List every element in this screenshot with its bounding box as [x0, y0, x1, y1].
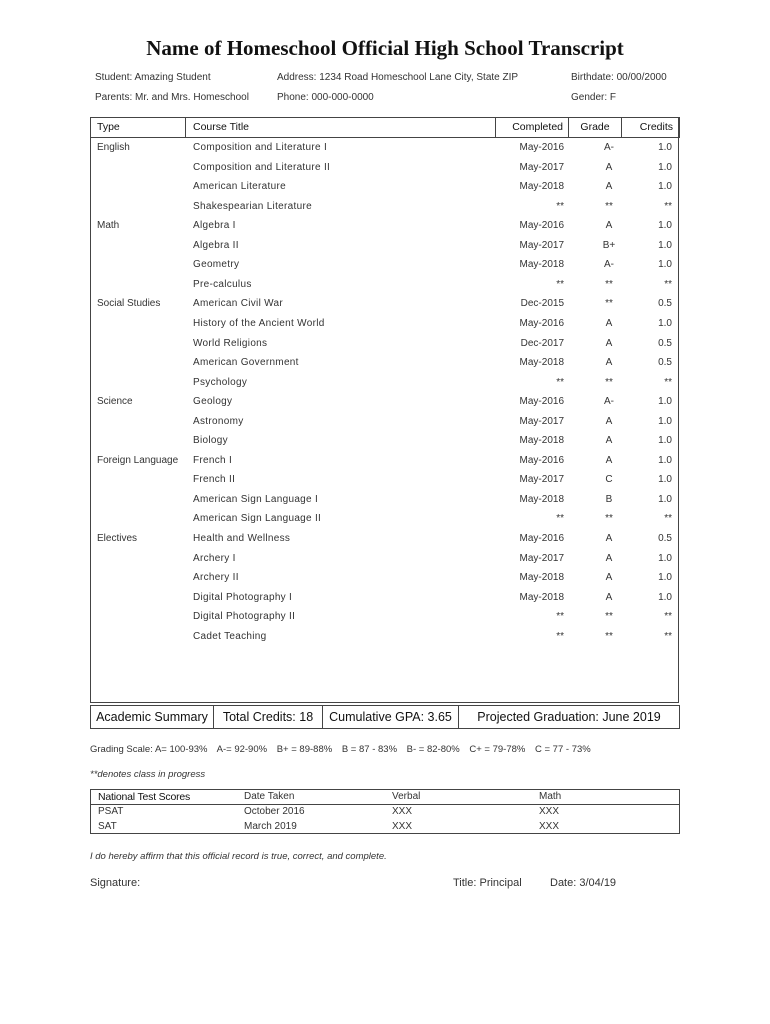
course-credits: **	[664, 376, 672, 388]
course-type: Science	[97, 396, 133, 408]
projected-graduation: Projected Graduation: June 2019	[458, 705, 680, 729]
course-title: Archery I	[193, 552, 236, 564]
course-grade: **	[605, 611, 613, 623]
course-grade: **	[605, 298, 613, 310]
course-type: Foreign Language	[97, 454, 179, 466]
grading-scale	[90, 744, 598, 755]
course-credits: 1.0	[658, 591, 672, 603]
test-header-date: Date Taken	[244, 791, 295, 802]
course-title: Pre-calculus	[193, 278, 252, 290]
course-completed: May-2017	[519, 552, 564, 564]
test-header-verbal: Verbal	[392, 791, 421, 802]
course-completed: May-2018	[519, 181, 564, 193]
total-credits: Total Credits: 18	[213, 705, 323, 729]
course-title: American Sign Language I	[193, 493, 319, 505]
grading-scale-item: A-= 92-90%	[216, 744, 268, 755]
course-grade: A	[605, 337, 613, 349]
course-credits: 1.0	[658, 396, 672, 408]
page-title: Name of Homeschool Official High School Transcript	[146, 36, 624, 60]
course-grade: **	[605, 630, 613, 642]
course-title: Geology	[193, 396, 233, 408]
course-completed: Dec-2017	[520, 337, 564, 349]
course-completed: May-2016	[519, 396, 564, 408]
course-credits: 1.0	[658, 474, 672, 486]
test-row-verbal: XXX	[392, 806, 413, 817]
course-completed: May-2016	[519, 317, 564, 329]
course-title: Health and Wellness	[193, 533, 291, 544]
test-row-name: SAT	[98, 821, 117, 832]
course-grade: B+	[602, 239, 616, 251]
course-title: World Religions	[193, 337, 268, 349]
course-grade: **	[605, 278, 613, 290]
test-row-date: October 2016	[244, 806, 305, 817]
course-title: Algebra I	[193, 220, 236, 232]
course-completed: May-2018	[519, 357, 564, 369]
grading-scale-item: B- = 82-80%	[406, 744, 460, 755]
course-completed: May-2017	[519, 415, 564, 427]
course-completed: **	[556, 513, 564, 525]
course-grade: **	[605, 200, 613, 212]
signer-title: Title: Principal	[453, 877, 522, 889]
course-credits: **	[664, 200, 672, 212]
course-completed: **	[556, 200, 564, 212]
course-grade: A	[605, 435, 613, 447]
test-row-name: PSAT	[98, 806, 124, 817]
course-completed: May-2016	[519, 454, 564, 466]
course-title: American Civil War	[193, 298, 284, 310]
column-header-credits: Credits	[621, 117, 680, 138]
grading-scale-item: B+ = 89-88%	[276, 744, 333, 755]
course-completed: May-2018	[519, 435, 564, 447]
signature-label: Signature:	[90, 877, 141, 889]
test-row-verbal: XXX	[392, 821, 413, 832]
column-header-course: Course Title	[185, 117, 496, 138]
course-credits: 1.0	[658, 259, 672, 271]
course-completed: May-2017	[519, 239, 564, 251]
course-completed: Dec-2015	[520, 298, 564, 310]
course-credits: 0.5	[658, 298, 672, 310]
course-completed: **	[556, 630, 564, 642]
course-grade: A	[605, 552, 613, 564]
course-grade: **	[605, 513, 613, 525]
course-credits: 1.0	[658, 142, 672, 153]
test-row-math: XXX	[539, 806, 560, 817]
course-type: Social Studies	[97, 298, 161, 310]
course-credits: 1.0	[658, 181, 672, 193]
birthdate: Birthdate: 00/00/2000	[571, 72, 667, 83]
course-completed: May-2016	[519, 220, 564, 232]
affirmation-statement: I do hereby affirm that this official record is true, correct, and complete.	[90, 851, 387, 862]
course-grade: A	[605, 533, 613, 544]
course-credits: **	[664, 278, 672, 290]
course-title: Psychology	[193, 376, 248, 388]
course-credits: **	[664, 611, 672, 623]
course-credits: 1.0	[658, 454, 672, 466]
course-completed: May-2018	[519, 493, 564, 505]
course-credits: 0.5	[658, 337, 672, 349]
grading-scale-item: B = 87 - 83%	[341, 744, 398, 755]
course-title: Composition and Literature II	[193, 161, 331, 173]
course-credits: 1.0	[658, 435, 672, 447]
course-title: Composition and Literature I	[193, 142, 328, 153]
course-grade: A	[605, 317, 613, 329]
course-credits: 0.5	[658, 357, 672, 369]
course-title: Archery II	[193, 572, 239, 584]
course-title: French II	[193, 474, 236, 486]
course-title: History of the Ancient World	[193, 317, 325, 329]
gender: Gender: F	[571, 92, 617, 103]
course-credits: 1.0	[658, 552, 672, 564]
course-completed: May-2016	[519, 533, 564, 544]
parents: Parents: Mr. and Mrs. Homeschool	[95, 92, 249, 103]
test-row-date: March 2019	[244, 821, 297, 832]
course-grade: C	[605, 474, 613, 486]
course-credits: **	[664, 630, 672, 642]
test-header-math: Math	[539, 791, 562, 802]
column-header-grade: Grade	[568, 117, 622, 138]
course-credits: **	[664, 513, 672, 525]
course-type: Electives	[97, 533, 138, 544]
grading-scale-item: C+ = 79-78%	[469, 744, 526, 755]
course-completed: **	[556, 278, 564, 290]
course-completed: May-2018	[519, 572, 564, 584]
course-completed: May-2017	[519, 474, 564, 486]
course-grade: A	[605, 591, 613, 603]
course-title: Algebra II	[193, 239, 239, 251]
course-type: Math	[97, 220, 120, 232]
course-grade: A	[605, 357, 613, 369]
in-progress-note: **denotes class in progress	[90, 769, 206, 780]
course-completed: **	[556, 611, 564, 623]
course-title: Digital Photography II	[193, 611, 296, 623]
course-title: Astronomy	[193, 415, 244, 427]
course-credits: 1.0	[658, 415, 672, 427]
course-grade: A	[605, 220, 613, 232]
course-title: French I	[193, 454, 233, 466]
course-grade: A-	[604, 396, 614, 408]
course-title: Cadet Teaching	[193, 630, 267, 642]
academic-summary-label: Academic Summary	[90, 705, 214, 729]
grading-scale-item: Grading Scale: A= 100-93%	[90, 744, 208, 755]
course-type: English	[97, 142, 130, 153]
course-completed: **	[556, 376, 564, 388]
course-grade: A	[605, 572, 613, 584]
course-credits: 1.0	[658, 493, 672, 505]
address: Address: 1234 Road Homeschool Lane City, State ZIP	[277, 72, 519, 83]
test-header-name: National Test Scores	[98, 791, 191, 803]
course-grade: A	[605, 415, 613, 427]
course-credits: 0.5	[658, 533, 672, 544]
test-row-math: XXX	[539, 821, 560, 832]
course-title: American Government	[193, 357, 299, 369]
column-header-completed: Completed	[495, 117, 569, 138]
test-scores-divider	[90, 804, 680, 805]
course-grade: A-	[604, 142, 614, 153]
course-grade: A-	[604, 259, 614, 271]
grading-scale-item: C = 77 - 73%	[535, 744, 591, 755]
course-title: American Literature	[193, 181, 286, 193]
course-completed: May-2016	[519, 142, 564, 153]
course-title: American Sign Language II	[193, 513, 322, 525]
course-credits: 1.0	[658, 239, 672, 251]
course-title: Digital Photography I	[193, 591, 293, 603]
signature-date: Date: 3/04/19	[550, 877, 617, 889]
course-completed: May-2017	[519, 161, 564, 173]
column-header-type: Type	[90, 117, 186, 138]
course-credits: 1.0	[658, 161, 672, 173]
course-completed: May-2018	[519, 591, 564, 603]
course-credits: 1.0	[658, 317, 672, 329]
course-completed: May-2018	[519, 259, 564, 271]
course-grade: B	[605, 493, 613, 505]
course-grade: A	[605, 454, 613, 466]
course-credits: 1.0	[658, 220, 672, 232]
course-grade: A	[605, 161, 613, 173]
course-title: Shakespearian Literature	[193, 200, 312, 212]
course-title: Biology	[193, 435, 228, 447]
phone: Phone: 000-000-0000	[277, 92, 374, 103]
course-title: Geometry	[193, 259, 240, 271]
course-credits: 1.0	[658, 572, 672, 584]
student-name: Student: Amazing Student	[95, 72, 211, 83]
course-grade: A	[605, 181, 613, 193]
cumulative-gpa: Cumulative GPA: 3.65	[322, 705, 459, 729]
course-grade: **	[605, 376, 613, 388]
